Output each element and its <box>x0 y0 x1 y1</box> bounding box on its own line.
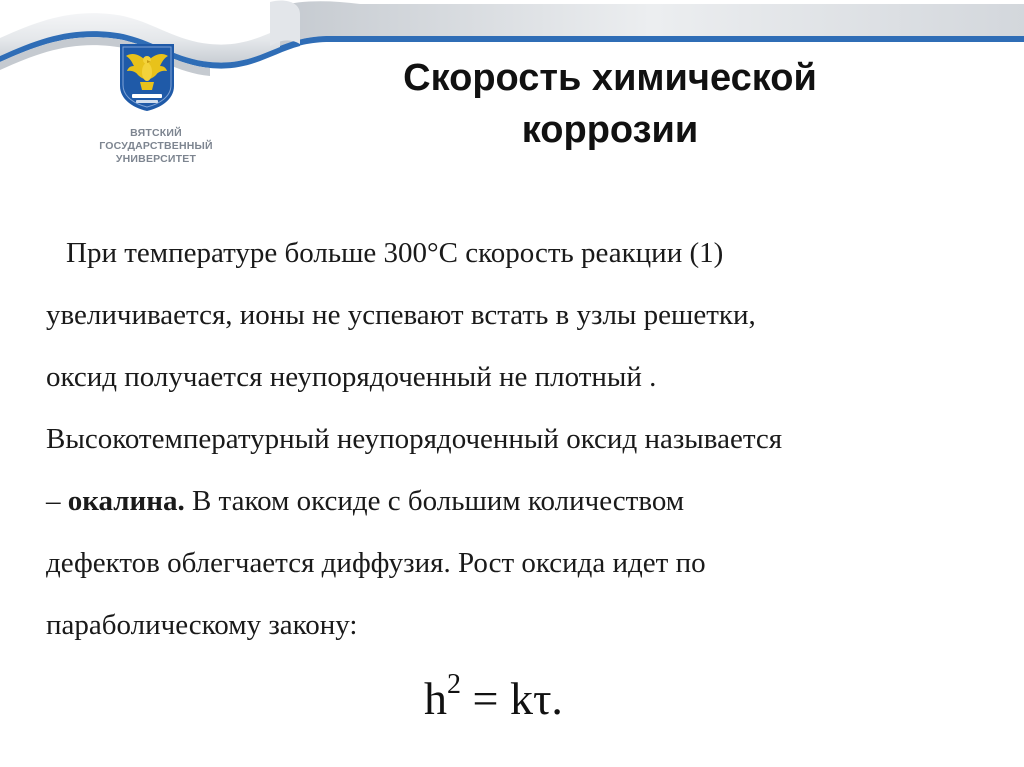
university-logo <box>86 40 236 175</box>
paragraph-line-2: увеличивается, ионы не успевают встать в узлы решетки, <box>46 299 756 331</box>
paragraph-line-5 <box>46 470 986 532</box>
body-paragraph <box>46 222 986 656</box>
formula-rest: = kτ. <box>461 673 563 724</box>
slide-title-line1: Скорость химической <box>403 57 817 99</box>
paragraph-line-3: оксид получается неупорядоченный не плотный . <box>46 361 657 393</box>
paragraph-line-7: параболическому закону: <box>46 609 358 641</box>
paragraph-line-6: дефектов облегчается диффузия. Рост оксида идет по <box>46 547 706 579</box>
slide-title-line2: коррозии <box>521 109 699 151</box>
logo-text-line1: ВЯТСКИЙ <box>130 127 182 139</box>
logo-text-line3: УНИВЕРСИТЕТ <box>115 153 197 165</box>
parabolic-law-formula <box>424 669 563 725</box>
paragraph-line-1: При температуре больше 300°С скорость реакции (1) <box>66 237 724 269</box>
formula-exponent: 2 <box>447 669 461 700</box>
paragraph-line-5-rest: В таком оксиде с большим количеством <box>184 485 685 517</box>
term-okalina: окалина. <box>67 485 185 517</box>
university-crest-icon <box>118 42 176 112</box>
dash-prefix: – <box>46 485 68 517</box>
logo-text-line2: ГОСУДАРСТВЕННЫЙ <box>99 140 213 152</box>
paragraph-line-4: Высокотемпературный неупорядоченный оксид называется <box>46 423 783 455</box>
slide-title <box>300 52 920 156</box>
formula-base: h <box>424 673 447 724</box>
